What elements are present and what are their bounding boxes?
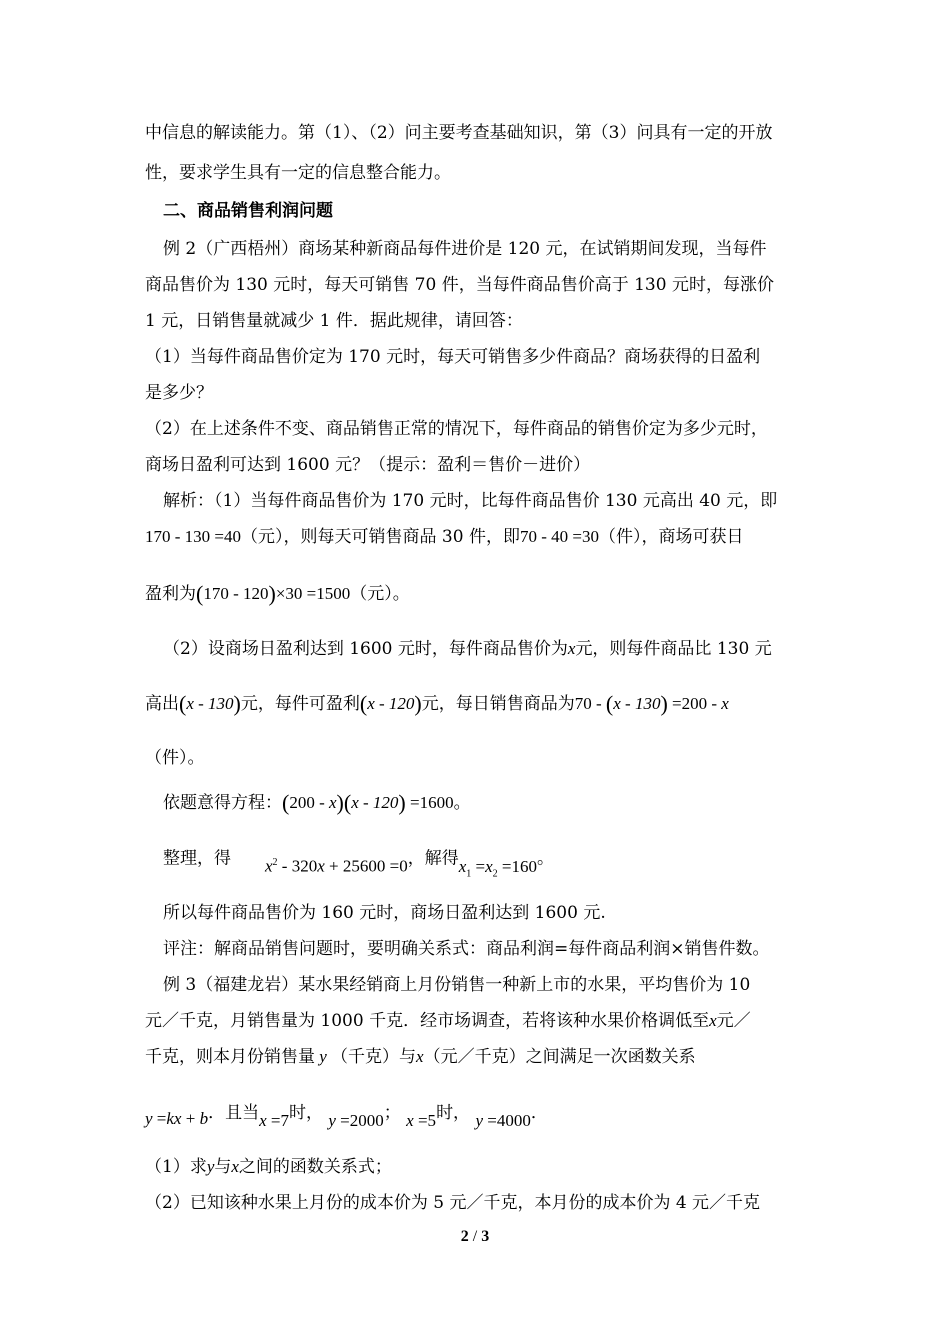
text-line: （2）在上述条件不变、商品销售正常的情况下，每件商品的销售价定为多少元时， <box>145 419 768 439</box>
text-line: 例 2（广西梧州）商场某种新商品每件进价是 120 元，在试销期间发现，当每件 <box>163 239 767 259</box>
text-line: 1 元，日销售量就减少 1 件．据此规律，请回答： <box>145 311 523 331</box>
text-line: 商场日盈利可达到 1600 元？（提示：盈利＝售价－进价） <box>145 455 591 475</box>
text-line: 是多少？ <box>145 383 213 403</box>
text-line: 例 3（福建龙岩）某水果经销商上月份销售一种新上市的水果，平均售价为 10 <box>163 975 751 995</box>
section-heading: 二、商品销售利润问题 <box>163 201 333 221</box>
text-line: 所以每件商品售价为 160 元时，商场日盈利达到 1600 元. <box>163 903 606 923</box>
text-line: 高出(x - 130)元，每件可盈利(x - 120)元，每日销售商品为70 - (x - 130) =200 - x <box>145 691 729 716</box>
math-expr: (170 - 120)×30 =1500 <box>196 581 351 606</box>
page-number: 2 / 3 <box>460 1228 490 1245</box>
text-line: （件）。 <box>145 748 205 768</box>
text-line: （1）求y与x之间的函数关系式； <box>145 1157 392 1177</box>
text-line: 依题意得方程：(200 - x)(x - 120) =1600。 <box>163 790 471 815</box>
text-line: 中信息的解读能力。第（1）、（2）问主要考查基础知识，第（3）问具有一定的开放 <box>145 123 773 143</box>
text-line: （2）设商场日盈利达到 1600 元时，每件商品售价为x元，则每件商品比 130 元 <box>163 639 772 659</box>
math-expr: 70 - 40 =30 <box>519 527 599 546</box>
text-line: 解析：（1）当每件商品售价为 170 元时，比每件商品售价 130 元高出 40 元，即 <box>163 491 778 511</box>
text-line: （2）已知该种水果上月份的成本价为 5 元／千克，本月份的成本价为 4 元／千克 <box>145 1193 761 1213</box>
text-line: （1）当每件商品售价定为 170 元时，每天可销售多少件商品？商场获得的日盈利 <box>145 347 761 367</box>
text-line: 元／千克，月销售量为 1000 千克．经市场调查，若将该种水果价格调低至x元／ <box>145 1011 751 1031</box>
text-line: 商品售价为 130 元时，每天可销售 70 件，当每件商品售价高于 130 元时，每涨价 <box>145 275 774 295</box>
text-line: 性，要求学生具有一定的信息整合能力。 <box>145 163 451 183</box>
text-line: 170 - 130 =40（元），则每天可销售商品 30 件，即70 - 40 =30（件），商场可获日 <box>145 527 744 547</box>
text-line: 整理，得 $x^2 - 320x + 25600 =0$，解得$x_1 =x_2 =160$。 <box>163 848 554 880</box>
text-line: y =kx + b．且当x =7时， y =2000； x =5时， y =4000． <box>145 1103 548 1130</box>
math-expr: 170 - 130 =40 <box>145 527 241 546</box>
text-line: 千克，则本月份销售量 y （千克）与x（元／千克）之间满足一次函数关系 <box>145 1047 696 1067</box>
text-line: 评注：解商品销售问题时，要明确关系式：商品利润=每件商品利润×销售件数。 <box>163 939 770 959</box>
text-line: 盈利为(170 - 120)×30 =1500（元）。 <box>145 581 410 606</box>
